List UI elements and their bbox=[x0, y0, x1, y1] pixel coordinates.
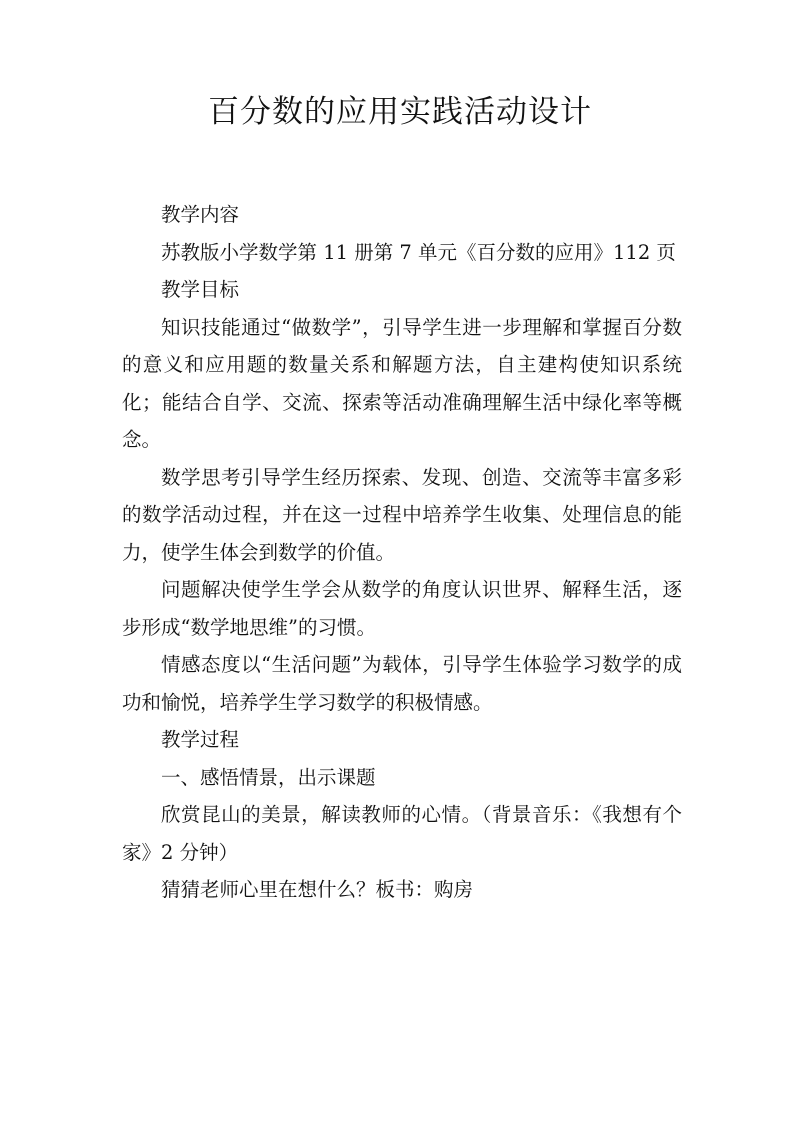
document-body bbox=[122, 196, 682, 909]
paragraph-guess: 猜猜老师心里在想什么？板书：购房 bbox=[161, 878, 474, 901]
section-heading-process: 教学过程 bbox=[161, 728, 240, 751]
document-title: 百分数的应用实践活动设计 bbox=[208, 94, 592, 130]
paragraph-textbook-reference: 苏教版小学数学第 11 册第 7 单元《百分数的应用》112 页 bbox=[161, 240, 676, 264]
paragraph-emotion-attitude: 情感态度以“生活问题”为载体，引导学生体验学习数学的成功和愉悦，培养学生学习数学的积极情感。 bbox=[122, 653, 682, 714]
paragraph-scenery: 欣赏昆山的美景，解读教师的心情。（背景音乐：《我想有个家》2 分钟） bbox=[122, 803, 682, 864]
section-heading-goals: 教学目标 bbox=[161, 278, 240, 301]
subheading-step-one: 一、感悟情景，出示课题 bbox=[161, 765, 376, 789]
section-heading-content: 教学内容 bbox=[161, 203, 240, 226]
paragraph-knowledge-skills: 知识技能通过“做数学”，引导学生进一步理解和掌握百分数的意义和应用题的数量关系和解题方法，自主建构使知识系统化；能结合自学、交流、探索等活动准确理解生活中绿化率等概念。 bbox=[122, 315, 682, 451]
paragraph-math-thinking: 数学思考引导学生经历探索、发现、创造、交流等丰富多彩的数学活动过程，并在这一过程中培养学生收集、处理信息的能力，使学生体会到数学的价值。 bbox=[122, 465, 682, 564]
paragraph-problem-solving: 问题解决使学生学会从数学的角度认识世界、解释生活，逐步形成“数学地思维”的习惯。 bbox=[122, 578, 682, 639]
